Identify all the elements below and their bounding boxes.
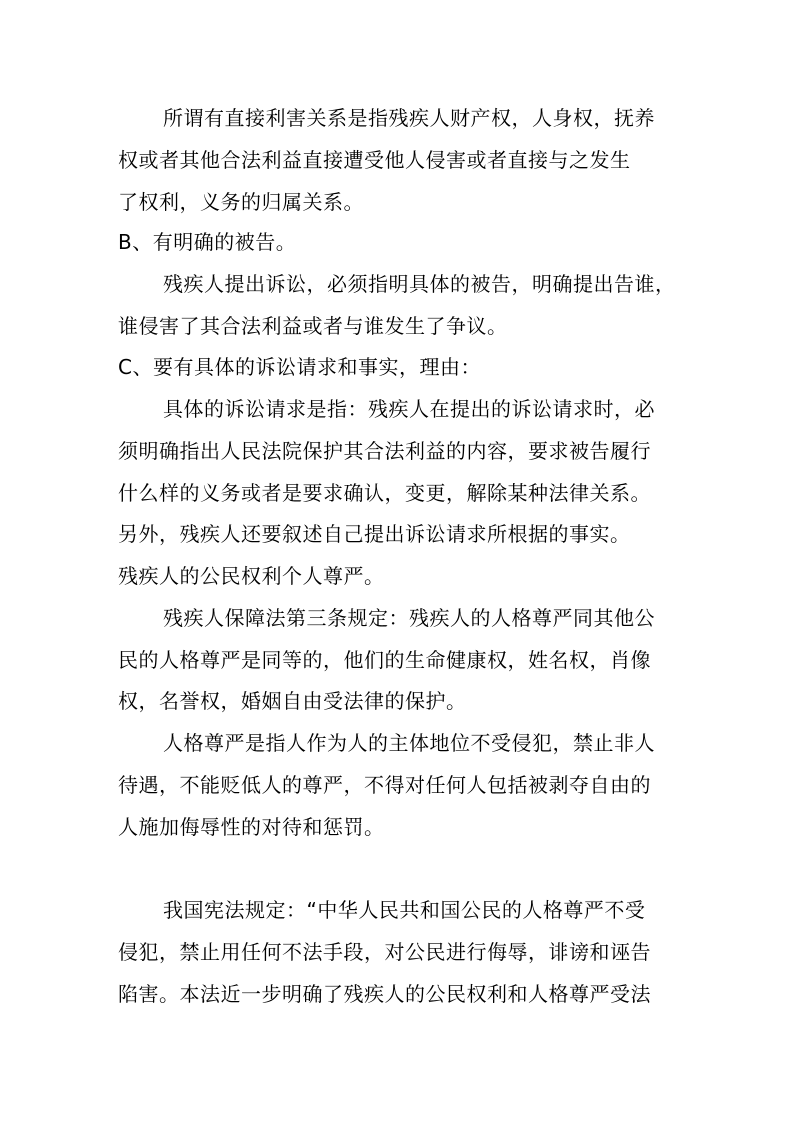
text-line: 人施加侮辱性的对待和惩罚。 (118, 815, 385, 839)
text-line: 所谓有直接利害关系是指残疾人财产权，人身权，抚养 (163, 106, 655, 130)
text-line: 具体的诉讼请求是指：残疾人在提出的诉讼请求时，必 (163, 397, 655, 421)
section-heading: 残疾人的公民权利个人尊严。 (118, 564, 385, 588)
text-line: 了权利，义务的归属关系。 (118, 190, 364, 214)
text-line: 权，名誉权，婚姻自由受法律的保护。 (118, 689, 467, 713)
text-line: 残疾人保障法第三条规定：残疾人的人格尊严同其他公 (163, 606, 655, 630)
text-line: 另外，残疾人还要叙述自己提出诉讼请求所根据的事实。 (118, 522, 631, 546)
text-line: 残疾人提出诉讼，必须指明具体的被告，明确提出告谁， (163, 272, 676, 296)
text-line: 侵犯，禁止用任何不法手段，对公民进行侮辱，诽谤和诬告 (118, 940, 651, 964)
text-line: 权或者其他合法利益直接遭受他人侵害或者直接与之发生 (118, 148, 631, 172)
text-line: 陷害。本法近一步明确了残疾人的公民权利和人格尊严受法 (118, 982, 651, 1006)
section-heading: B、有明确的被告。 (118, 230, 297, 254)
text-line: 民的人格尊严是同等的，他们的生命健康权，姓名权，肖像 (118, 648, 651, 672)
text-line: 我国宪法规定：“中华人民共和国公民的人格尊严不受 (163, 898, 646, 922)
text-line: 人格尊严是指人作为人的主体地位不受侵犯，禁止非人 (163, 731, 655, 755)
text-line: 谁侵害了其合法利益或者与谁发生了争议。 (118, 314, 508, 338)
text-line: 须明确指出人民法院保护其合法利益的内容，要求被告履行 (118, 439, 651, 463)
section-heading: C、要有具体的诉讼请求和事实，理由： (118, 355, 481, 379)
text-line: 待遇，不能贬低人的尊严，不得对任何人包括被剥夺自由的 (118, 773, 651, 797)
text-line: 什么样的义务或者是要求确认，变更，解除某种法律关系。 (118, 481, 651, 505)
